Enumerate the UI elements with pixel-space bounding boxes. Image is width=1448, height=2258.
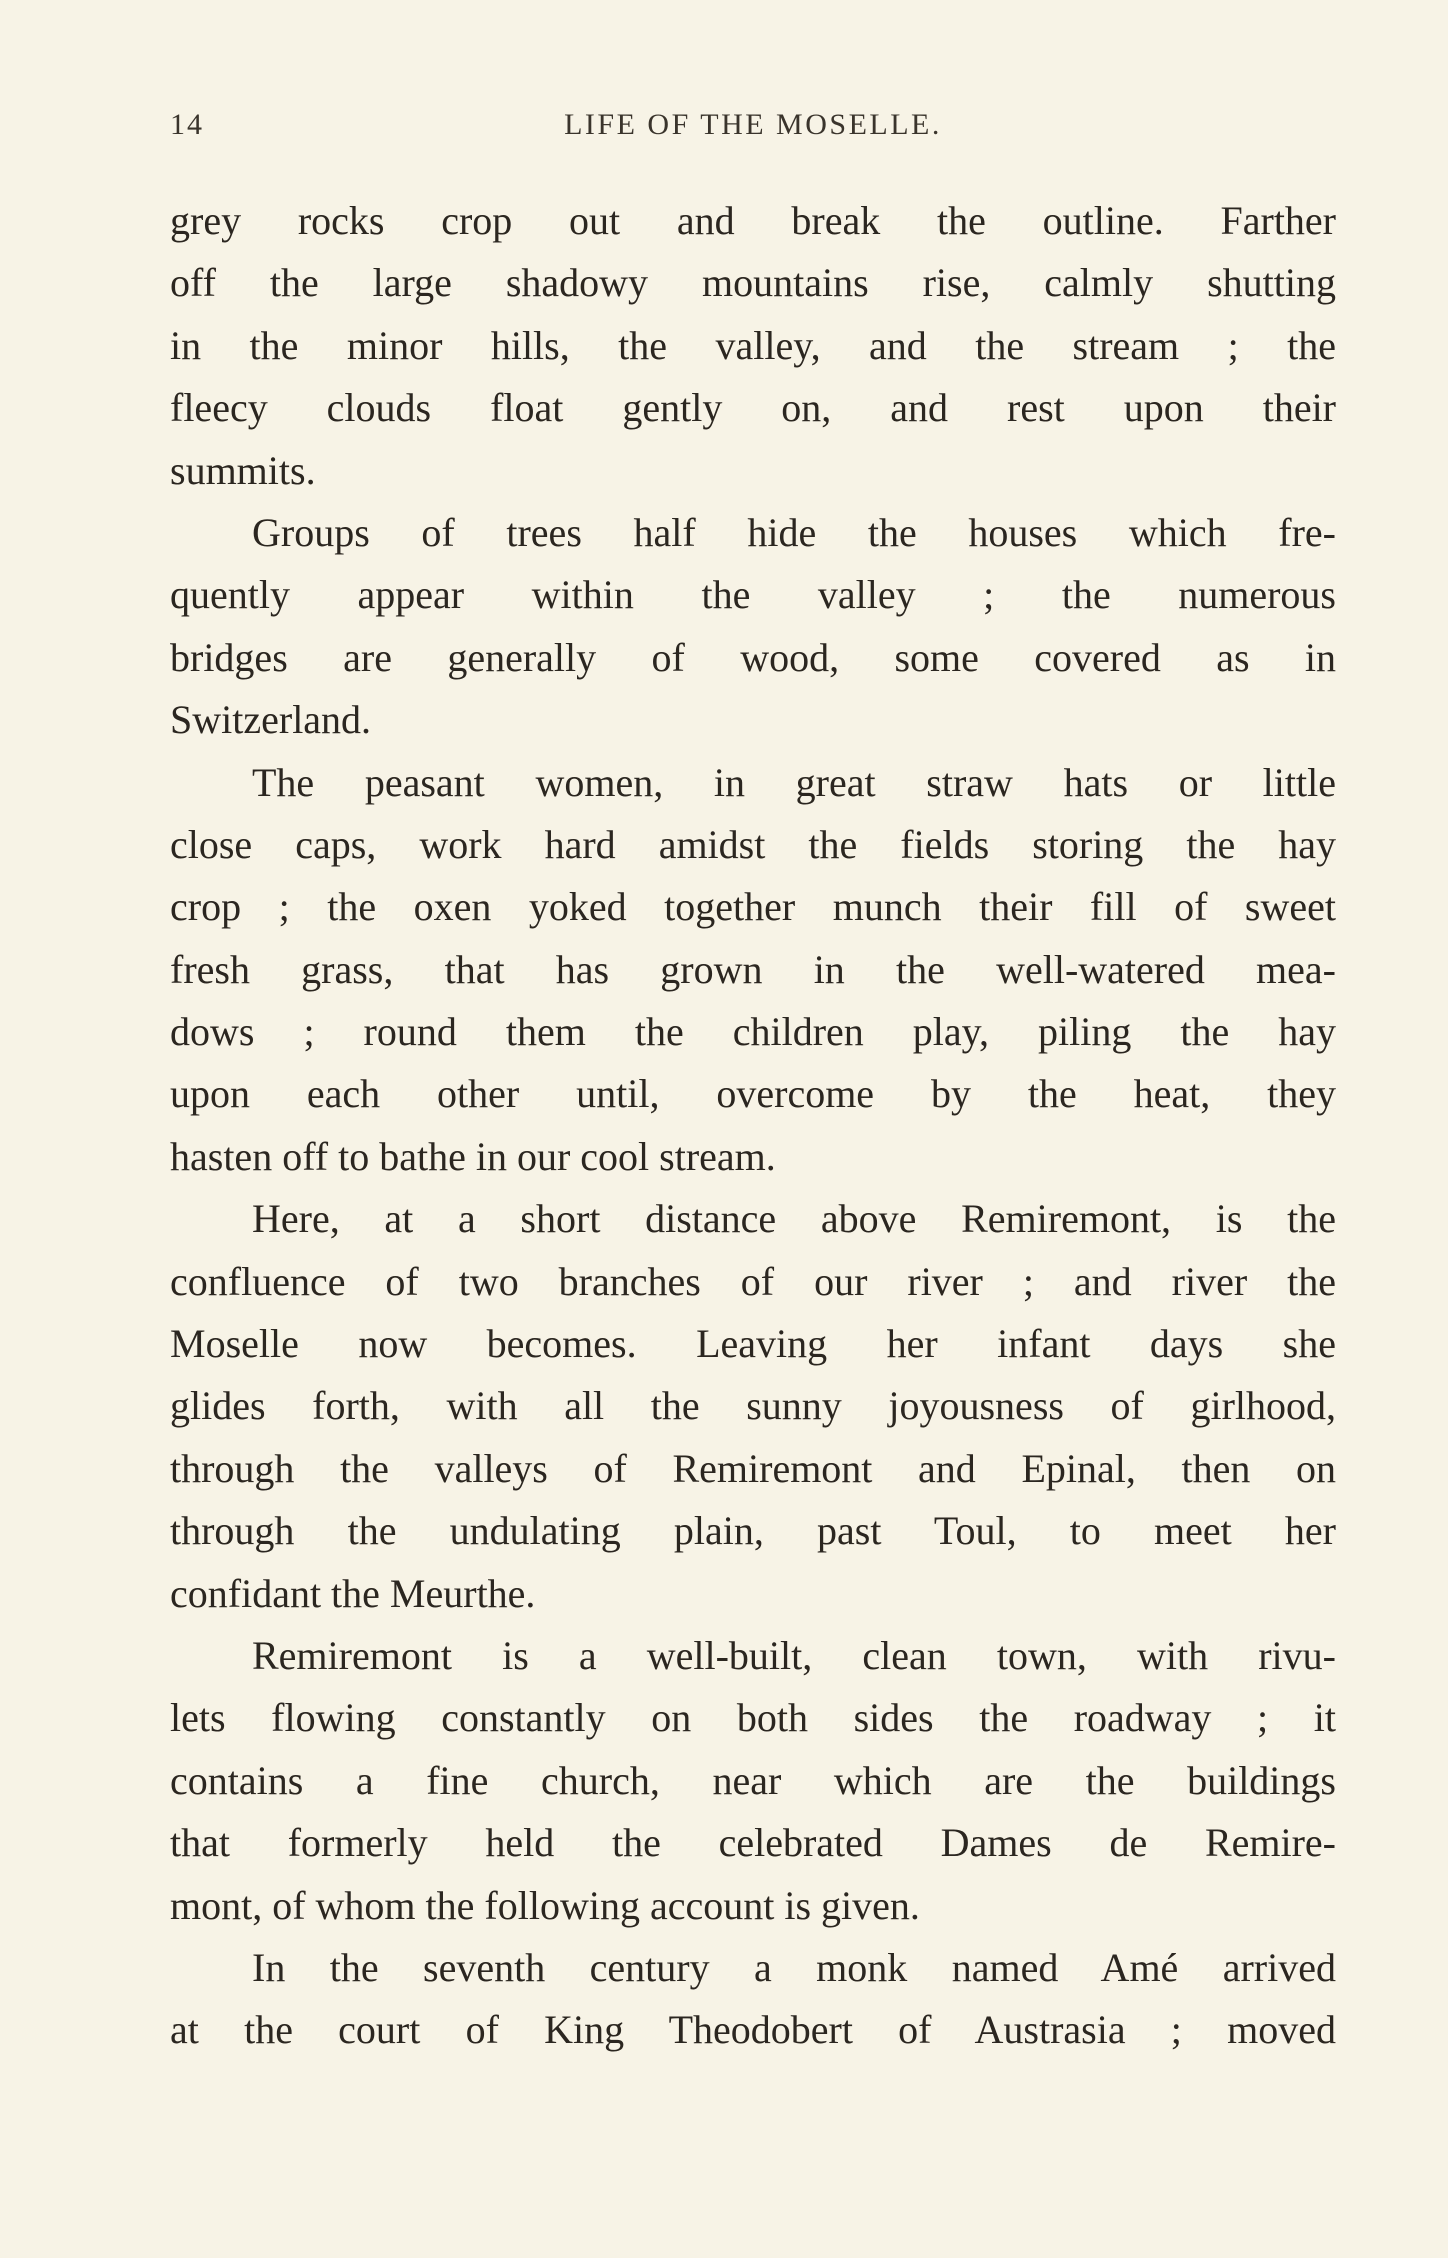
text-line: mont, of whom the following account is given. bbox=[170, 1882, 920, 1928]
text-line: hasten off to bathe in our cool stream. bbox=[170, 1133, 776, 1179]
text-line: dows ; round them the children play, piling the hay bbox=[170, 1009, 1336, 1055]
text-line: through the valleys of Remiremont and Epinal, then on bbox=[170, 1445, 1336, 1491]
running-title: LIFE OF THE MOSELLE. bbox=[564, 108, 942, 141]
text-line: at the court of King Theodobert of Austrasia ; moved bbox=[170, 2007, 1336, 2053]
text-line: summits. bbox=[170, 447, 316, 493]
text-line: The peasant women, in great straw hats or little bbox=[252, 759, 1336, 805]
text-line: Switzerland. bbox=[170, 697, 372, 743]
text-line: Here, at a short distance above Remiremont, is the bbox=[252, 1196, 1336, 1242]
text-line: confidant the Meurthe. bbox=[170, 1570, 536, 1616]
text-line: fleecy clouds float gently on, and rest upon their bbox=[170, 385, 1336, 431]
text-line: glides forth, with all the sunny joyousness of girlhood, bbox=[170, 1383, 1336, 1429]
text-line: contains a fine church, near which are the buildings bbox=[170, 1757, 1336, 1803]
text-line: Remiremont is a well-built, clean town, with rivu- bbox=[252, 1632, 1336, 1678]
text-line: confluence of two branches of our river ; and river the bbox=[170, 1258, 1336, 1304]
running-head bbox=[170, 108, 1336, 152]
text-line: Moselle now becomes. Leaving her infant days she bbox=[170, 1321, 1336, 1367]
text-line: that formerly held the celebrated Dames de Remire- bbox=[170, 1820, 1336, 1866]
text-line: upon each other until, overcome by the heat, they bbox=[170, 1071, 1336, 1117]
text-line: quently appear within the valley ; the numerous bbox=[170, 572, 1336, 618]
text-line: in the minor hills, the valley, and the stream ; the bbox=[170, 322, 1336, 368]
text-line: bridges are generally of wood, some covered as in bbox=[170, 634, 1336, 680]
text-line: lets flowing constantly on both sides the roadway ; it bbox=[170, 1695, 1336, 1741]
text-line: crop ; the oxen yoked together munch their fill of sweet bbox=[170, 884, 1336, 930]
text-line: close caps, work hard amidst the fields storing the hay bbox=[170, 821, 1336, 867]
page-number: 14 bbox=[170, 108, 204, 141]
body-text bbox=[170, 190, 1336, 2062]
text-line: Groups of trees half hide the houses which fre- bbox=[252, 509, 1336, 555]
text-line: through the undulating plain, past Toul, to meet her bbox=[170, 1508, 1336, 1554]
text-line: fresh grass, that has grown in the well-watered mea- bbox=[170, 946, 1336, 992]
text-line: In the seventh century a monk named Amé arrived bbox=[252, 1944, 1336, 1990]
text-line: off the large shadowy mountains rise, calmly shutting bbox=[170, 260, 1336, 306]
text-line: grey rocks crop out and break the outline. Farther bbox=[170, 198, 1336, 243]
